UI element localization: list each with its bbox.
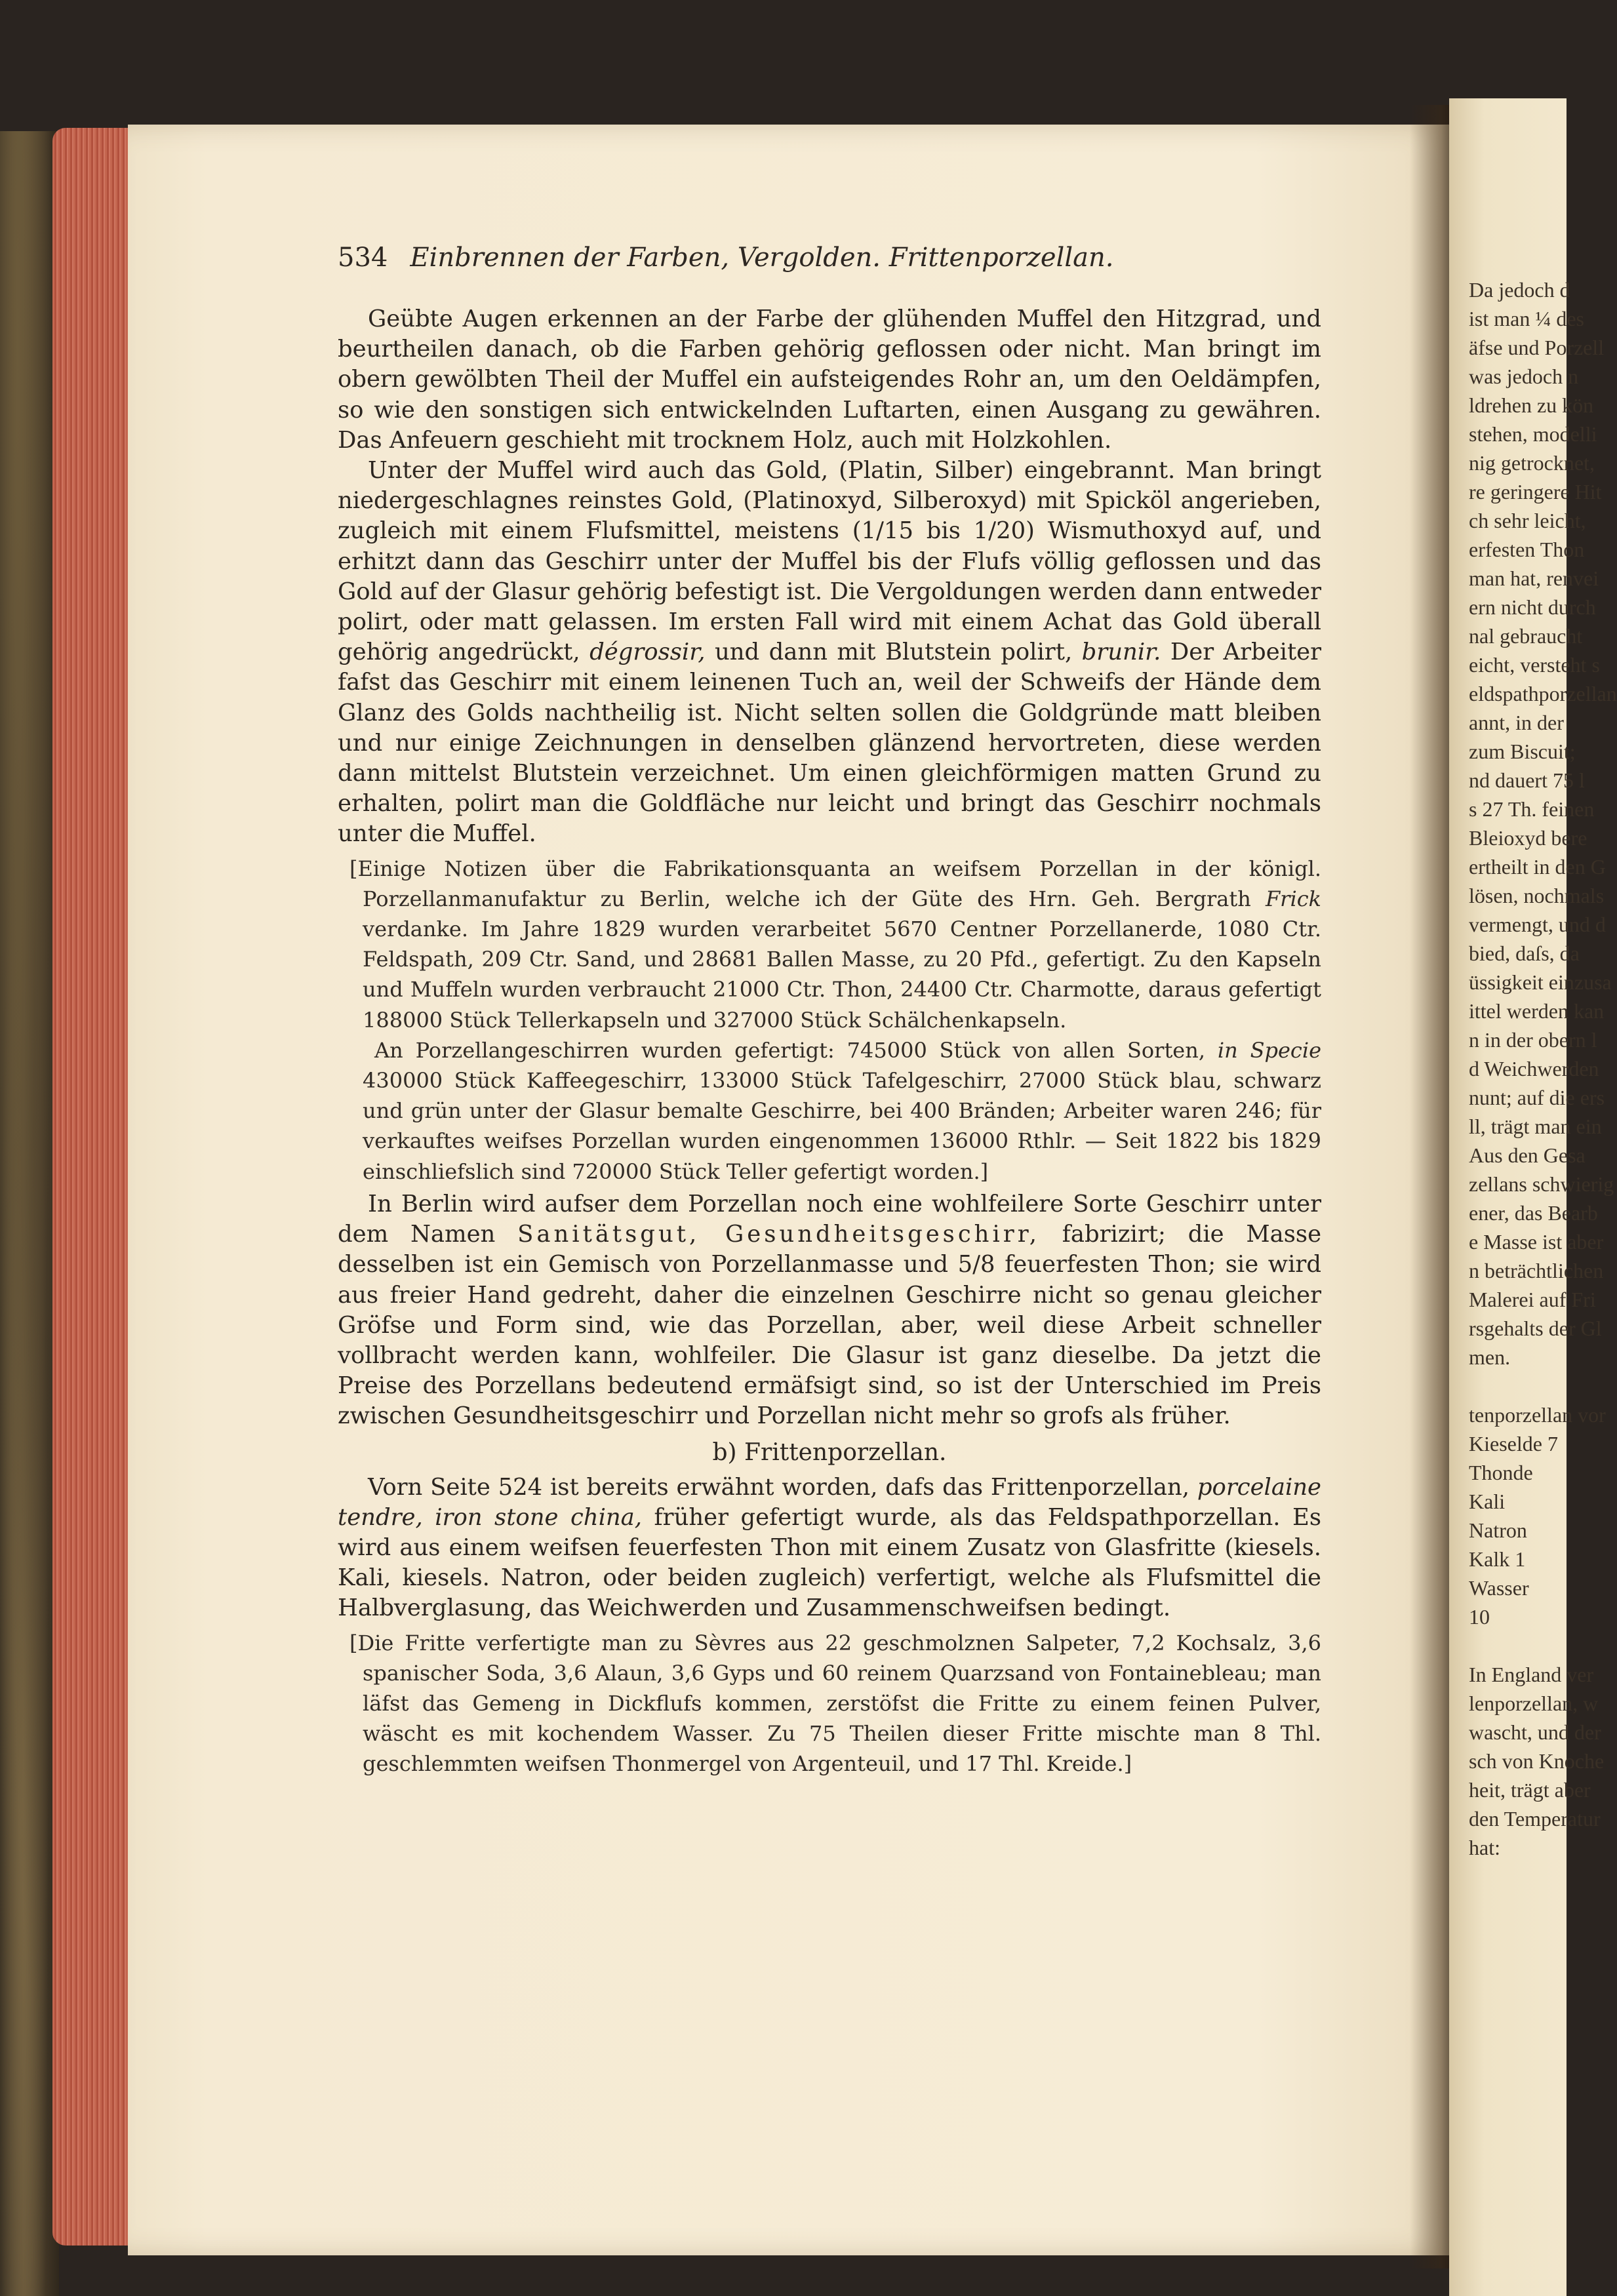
note-berlin-second-paragraph: [363, 1035, 1321, 1187]
paragraph-sanitaetsgut: [338, 1189, 1321, 1432]
note-berlin-part-d: 430000 Stück Kaffeegeschirr, 133000 Stück Tafelgeschirr, 27000 Stück blau, schwarz und grün unter der Glasur bemalte Geschirre, bei 400 Bränden; Arbeiter waren 246; für verkauftes weifses Porzellan wurden eingenommen 136000 Rthlr. — Seit 1822 bis 1829 einschliefslich sind 720000 Stück Teller gefertigt worden.]: [363, 1068, 1321, 1184]
paragraph-frittenporzellan: [338, 1473, 1321, 1624]
paragraph-fritten-part-b: früher gefertigt wurde, als das Feldspathporzellan. Es wird aus einem weifsen feuerfesten Thon mit einem Zusatz von Glasfritte (kiesels. Kali, kiesels. Natron, oder beiden zugleich) verfertigt, welche als Flufsmittel die Halbverglasung, das Weichwerden und Zusammenschweifsen bedingt.: [338, 1503, 1321, 1622]
note-berlin-production: [338, 854, 1321, 1187]
facing-page-line: Kalk 1: [1469, 1547, 1526, 1571]
facing-page-line: erfesten Thon: [1469, 538, 1585, 561]
facing-page-line: nunt; auf die ers: [1469, 1086, 1605, 1109]
facing-page-line: ch sehr leicht,: [1469, 509, 1586, 532]
facing-page-line: ldrehen zu kön: [1469, 393, 1594, 417]
facing-page-line: man hat, renvei: [1469, 566, 1599, 590]
facing-page-line: Kieselde 7: [1469, 1432, 1558, 1455]
running-title: Einbrennen der Farben, Vergolden. Frittenporzellan.: [410, 243, 1114, 273]
facing-page-line: In England ver: [1469, 1663, 1594, 1686]
facing-page-line: Aus den Gesa: [1469, 1143, 1586, 1167]
paragraph-gilding-part-c: Der Arbeiter fafst das Geschirr mit einem leinenen Tuch an, weil der Schweifs der Hände dem Glanz des Golds nachtheilig ist. Nicht selten sollen die Goldgründe matt bleiben und nur einige Zeichnungen in denselben glänzend hervortreten, diese werden dann mittelst Blutstein verzeichnet. Um einen gleichförmigen matten Grund zu erhalten, polirt man die Goldfläche nur leicht und bringt das Geschirr nochmals unter die Muffel.: [338, 639, 1322, 848]
facing-page-line: lenporzellan, w: [1469, 1692, 1599, 1715]
paragraph-gilding-part-a: Unter der Muffel wird auch das Gold, (Platin, Silber) eingebrannt. Man bringt niedergeschlagnes reinstes Gold, (Platinoxyd, Silberoxyd) mit Spicköl angerieben, zugleich mit einem Flufsmittel, meistens (1/15 bis 1/20) Wismuthoxyd auf, und erhitzt dann das Geschirr unter der Muffel bis der Flufs völlig geflossen und das Gold auf der Glasur gehörig befestigt ist. Die Vergoldungen werden dann entweder polirt, oder matt gelassen. Im ersten Fall wird mit einem Achat das Gold überall gehörig angedrückt,: [338, 457, 1321, 666]
facing-page-line: nal gebraucht: [1469, 624, 1583, 648]
facing-page-line: ertheilt in den G: [1469, 855, 1606, 879]
facing-page-line: hat:: [1469, 1836, 1500, 1859]
facing-page-line: Malerei auf Fri: [1469, 1288, 1596, 1311]
facing-page-line: [1469, 1372, 1580, 1400]
facing-page-line: den Temperatur: [1469, 1807, 1601, 1831]
facing-page-text: [1469, 275, 1617, 1862]
paragraph-gilding: [338, 456, 1321, 850]
note-sevres-fritte: [Die Fritte verfertigte man zu Sèvres aus 22 geschmolznen Salpeter, 7,2 Kochsalz, 3,6 spanischer Soda, 3,6 Alaun, 3,6 Gyps und 60 reinem Quarzsand von Fontainebleau; man läfst das Gemeng in Dickflufs kommen, zerstöfst die Fritte zu einem feinen Pulver, wäscht es mit kochendem Wasser. Zu 75 Theilen dieser Fritte mischte man 8 Thl. geschlemmten weifsen Thonmergel von Argenteuil, und 17 Thl. Kreide.]: [349, 1630, 1321, 1777]
facing-page-line: annt, in der: [1469, 711, 1564, 734]
facing-page-line: men.: [1469, 1345, 1511, 1369]
facing-page-line: n in der obern l: [1469, 1028, 1597, 1052]
facing-page-line: Da jedoch d: [1469, 278, 1570, 302]
paragraph-sanitaet-part-a: In Berlin wird aufser dem Porzellan noch eine wohlfeilere Sorte Geschirr unter dem Namen: [338, 1190, 1321, 1248]
facing-page-line: 10: [1469, 1605, 1490, 1629]
facing-page-line: ener, das Bearb: [1469, 1201, 1598, 1225]
paragraph-muffel-heat: Geübte Augen erkennen an der Farbe der glühenden Muffel den Hitzgrad, und beurtheilen danach, ob die Farben gehörig geflossen oder nicht. Man bringt im obern gewölbten Theil der Muffel ein aufsteigendes Rohr an, um den Oeldämpfen, so wie den sonstigen sich entwickelnden Luftarten, einen Ausgang zu gewähren. Das Anfeuern geschieht mit trocknem Holz, auch mit Holzkohlen.: [338, 306, 1321, 454]
page-edges: [52, 128, 131, 2246]
facing-page-line: wascht, und der: [1469, 1720, 1601, 1744]
facing-page-line: was jedoch n: [1469, 365, 1579, 388]
term-porcelaine-tendre: porcelaine tendre, iron stone china,: [338, 1473, 1321, 1531]
facing-page-line: rsgehalts der Gl: [1469, 1316, 1602, 1340]
facing-page-line: nig getrocknet,: [1469, 451, 1595, 475]
facing-page-line: nd dauert 75 l: [1469, 768, 1585, 792]
term-degrossir: dégrossir,: [589, 639, 706, 666]
facing-page-line: s 27 Th. feinen: [1469, 797, 1595, 821]
text-column: [338, 243, 1321, 1782]
facing-page-line: Bleioxyd bere: [1469, 826, 1587, 850]
facing-page-line: zum Biscuit;: [1469, 740, 1576, 763]
facing-page-line: Thonde: [1469, 1461, 1533, 1484]
facing-page-line: heit, trägt aber: [1469, 1778, 1591, 1802]
note-berlin-part-b: verdanke. Im Jahre 1829 wurden verarbeitet 5670 Centner Porzellanerde, 1080 Ctr. Feldspath, 209 Ctr. Sand, und 28681 Ballen Masse, zu 20 Pfd., gefertigt. Zu den Kapseln und Muffeln wurden verbraucht 21000 Ctr. Thon, 24400 Ctr. Charmotte, daraus gefertigt 188000 Stück Tellerkapseln und 327000 Stück Schälchenkapseln.: [363, 917, 1321, 1033]
facing-page-line: [1469, 1631, 1580, 1660]
facing-page-line: stehen, modelli: [1469, 422, 1597, 446]
facing-page-line: zellans schwierig: [1469, 1172, 1614, 1196]
term-in-specie: in Specie: [1217, 1037, 1322, 1063]
facing-page-line: lösen, nochmals: [1469, 884, 1605, 907]
facing-page-line: eldspathporzellan: [1469, 682, 1617, 705]
facing-page-line: tenporzellan vor: [1469, 1403, 1606, 1427]
paragraph-gilding-part-b: und dann mit Blutstein polirt,: [714, 639, 1073, 666]
term-brunir: brunir.: [1081, 639, 1161, 666]
facing-page-line: sch von Knoche: [1469, 1749, 1605, 1773]
facing-page-line: äfse und Porzell: [1469, 336, 1605, 359]
running-header: [338, 243, 1321, 273]
facing-page-line: üssigkeit einzusa: [1469, 970, 1612, 994]
facing-page-line: n beträchtlichen: [1469, 1259, 1604, 1282]
facing-page-line: Kali: [1469, 1490, 1506, 1513]
term-sanitaetsgut: Sanitätsgut, Gesundheitsgeschirr,: [517, 1221, 1040, 1248]
paragraph-sanitaet-part-b: fabrizirt; die Masse desselben ist ein Gemisch von Porzellanmasse und 5/8 feuerfesten Thon; sie wird aus freier Hand gedreht, daher die einzelnen Geschirre nicht so genau gleicher Gröfse und Form sind, wie das Porzellan, aber, weil diese Arbeit schneller vollbracht werden kann, wohlfeiler. Die Glasur ist ganz dieselbe. Da jetzt die Preise des Porzellans bedeutend ermäfsigt sind, so ist der Unterschied im Preis zwischen Gesundheitsgeschirr und Porzellan nicht mehr so grofs als früher.: [338, 1221, 1322, 1430]
facing-page-line: Wasser: [1469, 1576, 1529, 1600]
facing-page-line: ern nicht durch: [1469, 595, 1596, 619]
facing-page-line: re geringere Hit: [1469, 480, 1602, 504]
facing-page-line: eicht, versteht s: [1469, 653, 1600, 677]
facing-page-line: ist man ¼ des: [1469, 307, 1584, 330]
name-frick: Frick: [1265, 886, 1322, 911]
facing-page-line: bied, daſs, da: [1469, 941, 1580, 965]
facing-page-line: vermengt, und d: [1469, 913, 1606, 936]
facing-page-line: ll, trägt man ein: [1469, 1115, 1602, 1138]
facing-page-line: Natron: [1469, 1518, 1527, 1542]
facing-page-line: e Masse ist aber: [1469, 1230, 1604, 1254]
facing-page-line: ittel werden kan: [1469, 999, 1605, 1023]
book-cover-left: [0, 131, 59, 2296]
section-heading-frittenporzellan: b) Frittenporzellan.: [712, 1438, 947, 1466]
paragraph-fritten-part-a: Vorn Seite 524 ist bereits erwähnt worden, dafs das Frittenporzellan,: [368, 1473, 1190, 1501]
facing-page-line: d Weichwerden: [1469, 1057, 1599, 1080]
note-berlin-part-c: An Porzellangeschirren wurden gefertigt: 745000 Stück von allen Sorten,: [374, 1037, 1206, 1063]
facing-page: [1449, 98, 1617, 2296]
note-berlin-part-a: [Einige Notizen über die Fabrikationsquanta an weifsem Porzellan in der königl. Porzellanmanufaktur zu Berlin, welche ich der Güte des Hrn. Geh. Bergrath: [349, 856, 1321, 911]
page-number: 534: [338, 243, 388, 273]
